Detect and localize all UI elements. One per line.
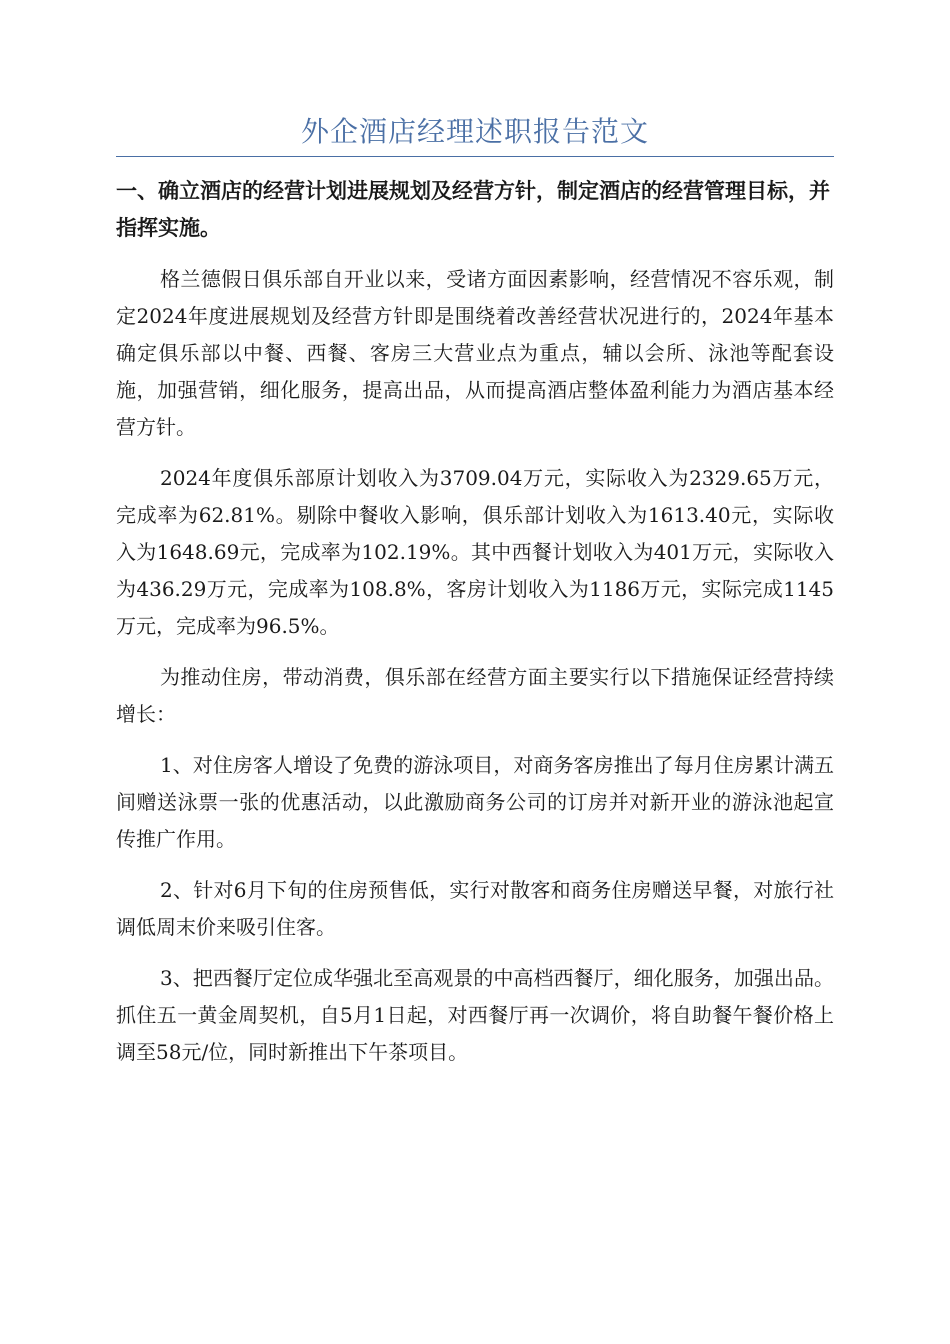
paragraph-item-1: 1、对住房客人增设了免费的游泳项目，对商务客房推出了每月住房累计满五间赠送泳票一张的优惠活动，以此激励商务公司的订房并对新开业的游泳池起宣传推广作用。 <box>116 753 834 851</box>
document-title: 外企酒店经理述职报告范文 <box>300 115 649 148</box>
section-heading: 一、确立酒店的经营计划进展规划及经营方针，制定酒店的经营管理目标，并指挥实施。 <box>116 179 830 240</box>
title-underline <box>116 156 834 157</box>
document-page <box>116 108 834 1071</box>
paragraph-measures: 为推动住房，带动消费，俱乐部在经营方面主要实行以下措施保证经营持续增长： <box>116 665 834 726</box>
paragraph-intro: 格兰德假日俱乐部自开业以来，受诸方面因素影响，经营情况不容乐观，制定2024年度进展规划及经营方针即是围绕着改善经营状况进行的，2024年基本确定俱乐部以中餐、西餐、客房三大营业点为重点，辅以会所、泳池等配套设施，加强营销，细化服务，提高出品，从而提高酒店整体盈利能力为酒店基本经营方针。 <box>116 267 834 439</box>
paragraph-item-3: 3、把西餐厅定位成华强北至高观景的中高档西餐厅，细化服务，加强出品。抓住五一黄金周契机，自5月1日起，对西餐厅再一次调价，将自助餐午餐价格上调至58元/位，同时新推出下午茶项目。 <box>116 966 834 1064</box>
paragraph-revenue: 2024年度俱乐部原计划收入为3709.04万元，实际收入为2329.65万元，完成率为62.81%。剔除中餐收入影响，俱乐部计划收入为1613.40元，实际收入为1648.69元，完成率为102.19%。其中西餐计划收入为401万元，实际收入为436.29万元，完成率为108.8%，客房计划收入为1186万元，实际完成1145万元，完成率为96.5%。 <box>116 466 834 638</box>
paragraph-item-2: 2、针对6月下旬的住房预售低，实行对散客和商务住房赠送早餐，对旅行社调低周末价来吸引住客。 <box>116 878 834 939</box>
